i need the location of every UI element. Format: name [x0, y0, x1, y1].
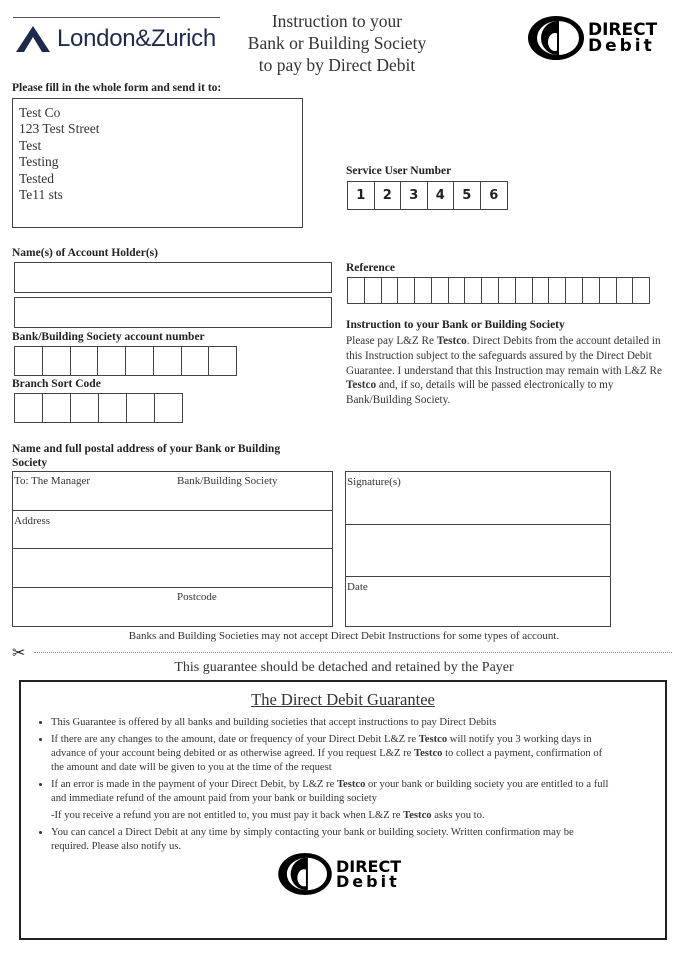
london-zurich-logo	[15, 24, 216, 54]
date-label: Date	[347, 581, 368, 593]
sort-code-cell[interactable]	[155, 394, 182, 422]
dd-logo-line1: DIRECT	[336, 856, 402, 876]
signature-table	[345, 471, 611, 627]
reference-cell[interactable]	[465, 278, 482, 303]
instruction-heading: Instruction to your Bank or Building Society	[346, 319, 565, 331]
address-row-1[interactable]	[13, 511, 332, 549]
direct-debit-icon	[277, 852, 333, 896]
sort-code-cell[interactable]	[99, 394, 127, 422]
account-number-cell[interactable]	[182, 347, 210, 375]
address-line: Tested	[19, 170, 55, 186]
reference-cell[interactable]	[583, 278, 600, 303]
bank-address-label: Name and full postal address of your Bank or Building Society	[12, 443, 281, 469]
signature-row-2[interactable]	[346, 525, 610, 577]
title-line-2: Bank or Building Society	[247, 33, 427, 53]
reference-cell[interactable]	[566, 278, 583, 303]
sort-code-cell[interactable]	[43, 394, 71, 422]
reference-cell[interactable]	[382, 278, 399, 303]
payee-name: Testco	[346, 379, 377, 392]
guarantee-list	[37, 716, 611, 857]
guarantee-title: The Direct Debit Guarantee	[251, 690, 435, 709]
bank-address-table	[12, 471, 333, 627]
reference-cell[interactable]	[549, 278, 566, 303]
dd-logo-line2: Debit	[588, 36, 655, 56]
reference-cell[interactable]	[449, 278, 466, 303]
reference-label: Reference	[346, 262, 395, 274]
address-line: Testing	[19, 154, 59, 170]
sort-code-cell[interactable]	[15, 394, 43, 422]
address-label: Address	[14, 515, 51, 527]
direct-debit-guarantee	[19, 680, 667, 940]
address-line: 123 Test Street	[19, 121, 100, 137]
send-to-address	[12, 98, 303, 228]
reference-cell[interactable]	[533, 278, 550, 303]
sort-code-label: Branch Sort Code	[12, 378, 101, 390]
signature-label: Signature(s)	[347, 476, 401, 488]
reference-cell[interactable]	[398, 278, 415, 303]
account-number-cell[interactable]	[71, 347, 99, 375]
account-number-field[interactable]	[14, 346, 237, 376]
account-holder-label: Name(s) of Account Holder(s)	[12, 247, 158, 259]
sun-digit: 1	[348, 182, 375, 209]
account-number-label: Bank/Building Society account number	[12, 331, 205, 343]
dd-logo-line2: Debit	[336, 872, 400, 891]
signature-row-1[interactable]	[346, 472, 610, 525]
scissors-icon: ✂	[12, 642, 26, 662]
reference-cell[interactable]	[633, 278, 649, 303]
sun-digit: 4	[428, 182, 455, 209]
sort-code-cell[interactable]	[71, 394, 99, 422]
dotted-cut-line	[34, 652, 672, 653]
guarantee-item: • This Guarantee is offered by all banks and building societies that accept instructions to pay Direct Debits	[51, 716, 611, 730]
account-number-cell[interactable]	[43, 347, 71, 375]
direct-debit-logo-bottom	[277, 852, 401, 896]
address-line: Te11 sts	[19, 187, 63, 203]
account-number-cell[interactable]	[98, 347, 126, 375]
send-to-label: Please fill in the whole form and send it to:	[12, 82, 222, 94]
guarantee-item: • If there are any changes to the amount, date or frequency of your Direct Debit L&Z re Testco will notify you 3 working days in advance of your account being debited or as otherwise agreed. If you request L&Z re Testco to collect a payment, confirmation of the amount and date will be given to you at the time of the request	[51, 733, 611, 775]
sun-digit: 2	[375, 182, 402, 209]
lz-chevron-icon	[15, 25, 51, 53]
account-holder-field-2[interactable]	[14, 297, 332, 328]
reference-cell[interactable]	[365, 278, 382, 303]
account-number-cell[interactable]	[154, 347, 182, 375]
reference-cell[interactable]	[600, 278, 617, 303]
guarantee-subitem: -If you receive a refund you are not entitled to, you must pay it back when L&Z re Testco asks you to.	[51, 810, 485, 821]
reference-cell[interactable]	[499, 278, 516, 303]
sort-code-field[interactable]	[14, 393, 183, 423]
date-row[interactable]	[346, 577, 610, 625]
reference-cell[interactable]	[415, 278, 432, 303]
bank-society-label: Bank/Building Society	[177, 475, 278, 487]
detach-text: This guarantee should be detached and retained by the Payer	[174, 660, 514, 675]
sun-digit: 5	[454, 182, 481, 209]
brand-name: London&Zurich	[57, 25, 216, 52]
address-line: Test Co	[19, 105, 61, 120]
postcode-row[interactable]	[13, 588, 332, 625]
service-user-number-label: Service User Number	[346, 165, 452, 177]
account-number-cell[interactable]	[126, 347, 154, 375]
bank-name-row[interactable]	[13, 472, 332, 511]
title-line-1: Instruction to your	[271, 11, 403, 31]
dd-logo-line1: DIRECT	[588, 19, 658, 40]
reference-cell[interactable]	[348, 278, 365, 303]
direct-debit-icon	[527, 15, 585, 61]
brand-rule	[13, 17, 220, 18]
account-number-cell[interactable]	[209, 347, 236, 375]
direct-debit-logo	[527, 15, 657, 61]
guarantee-item: • If an error is made in the payment of your Direct Debit, by L&Z re Testco or your bank or building society you are entitled to a full and immediate refund of the amount paid from your bank or building society	[51, 778, 611, 806]
sort-code-cell[interactable]	[127, 394, 155, 422]
sun-digit: 6	[489, 188, 499, 203]
instruction-text: Please pay L&Z Re Testco. Direct Debits from the account detailed in this Instruction subject to the safeguards assured by the Direct Debit Guarantee. I understand that this Instruction may remain with L&Z Re Testco and, if so, details will be passed electronically to my Bank/Building Society.	[346, 335, 662, 407]
reference-cell[interactable]	[516, 278, 533, 303]
address-row-2[interactable]	[13, 549, 332, 588]
sun-digit: 3	[401, 182, 428, 209]
reference-cell[interactable]	[482, 278, 499, 303]
notice-text: Banks and Building Societies may not accept Direct Debit Instructions for some types of account.	[128, 630, 560, 642]
guarantee-item: • You can cancel a Direct Debit at any time by simply contacting your bank or building society. Written confirmation may be required. Please also notify us.	[51, 826, 611, 854]
postcode-label: Postcode	[177, 591, 217, 603]
account-holder-field-1[interactable]	[14, 262, 332, 293]
cut-line	[12, 642, 672, 662]
reference-cell[interactable]	[432, 278, 449, 303]
to-manager-label: To: The Manager	[14, 475, 91, 487]
payee-name: Testco	[436, 335, 467, 347]
reference-cell[interactable]	[617, 278, 634, 303]
address-line: Test	[19, 137, 42, 153]
reference-field[interactable]	[347, 277, 650, 304]
service-user-number	[347, 181, 508, 210]
title-line-3: to pay by Direct Debit	[258, 55, 416, 75]
account-number-cell[interactable]	[15, 347, 43, 375]
form-title	[232, 10, 442, 76]
